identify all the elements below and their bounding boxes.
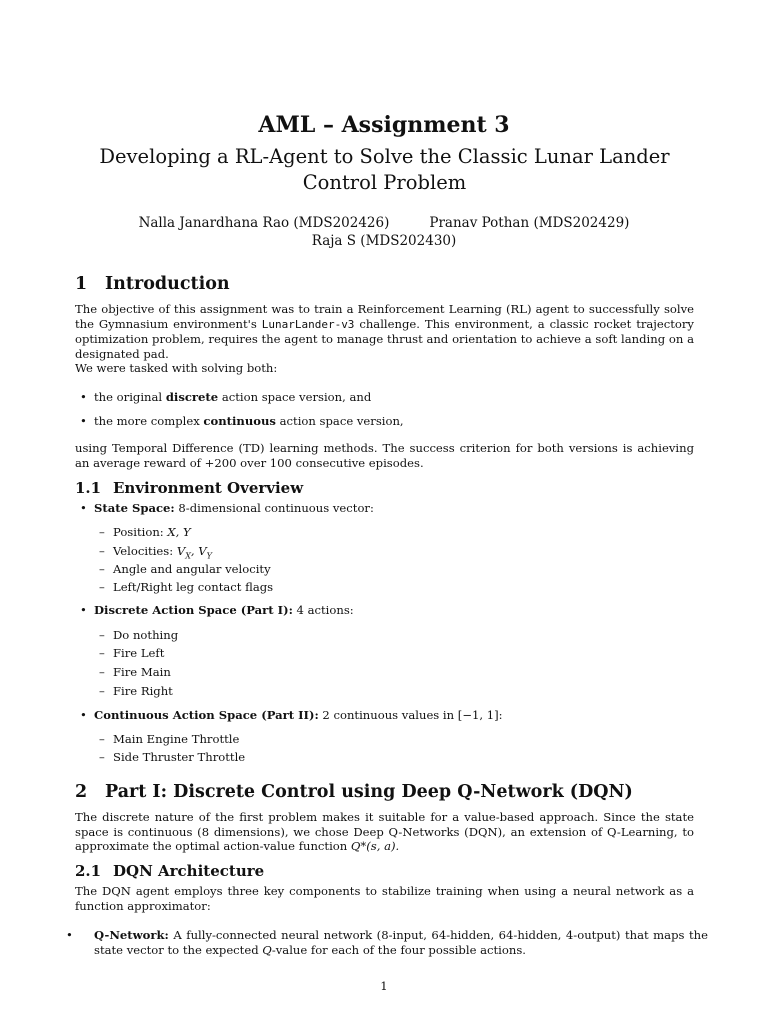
section-2-heading: 2 Part I: Discrete Control using Deep Q-Network (DQN) — [75, 782, 633, 802]
state-item-velocities: – Velocities: $V_X$, $V_Y$ — [99, 544, 212, 561]
bullet-icon: • — [80, 414, 87, 428]
throttle-item: – Main Engine Throttle — [99, 732, 240, 746]
author-1: Nalla Janardhana Rao (MDS202426) — [138, 215, 390, 231]
section-title: Introduction — [105, 274, 230, 294]
action-item: – Fire Main — [99, 665, 171, 679]
bullet-discrete: • the original discrete action space version, and — [80, 390, 372, 404]
intro-paragraph-1: The objective of this assignment was to train a Reinforcement Learning (RL) agent to successfully solve the Gymnasium environment's LunarLander-v3 challenge. This environment, a classic rocket trajectory optimization problem, requires the agent to manage thrust and orientation to achieve a soft landing on a designated pad. — [75, 302, 694, 361]
state-item-legs: – Left/Right leg contact flags — [99, 580, 274, 594]
section-number: 1 — [75, 274, 88, 294]
intro-paragraph-2: We were tasked with solving both: — [75, 361, 278, 375]
bullet-icon: • — [80, 390, 87, 404]
bullet-icon: • — [80, 708, 87, 722]
throttle-item: – Side Thruster Throttle — [99, 750, 246, 764]
bullet-continuous-action: • Continuous Action Space (Part II): 2 continuous values in [−1, 1]: — [80, 708, 503, 722]
dqn-architecture-paragraph: The DQN agent employs three key components to stabilize training when using a neural network as a function approximator: — [75, 884, 694, 913]
bullet-icon: • — [66, 928, 73, 942]
section-2-1-heading: 2.1 DQN Architecture — [75, 862, 265, 880]
author-3: Raja S (MDS202430) — [311, 233, 457, 249]
paper-subtitle: Developing a RL-Agent to Solve the Classic Lunar Lander Control Problem — [99, 145, 670, 194]
author-2: Pranav Pothan (MDS202429) — [429, 215, 630, 231]
authors — [0, 214, 768, 250]
bullet-icon: • — [80, 603, 87, 617]
page-number: 1 — [380, 979, 388, 993]
state-item-angle: – Angle and angular velocity — [99, 562, 271, 576]
action-item: – Fire Left — [99, 646, 165, 660]
action-item: – Fire Right — [99, 684, 173, 698]
bullet-state-space: • State Space: 8-dimensional continuous vector: — [80, 501, 374, 515]
q-function-math: Q*(s, a). — [350, 839, 400, 854]
action-item: – Do nothing — [99, 628, 179, 642]
paper-title: AML – Assignment 3 — [258, 112, 510, 138]
bullet-discrete-action: • Discrete Action Space (Part I): 4 actions: — [80, 603, 354, 617]
bullet-q-network: • Q-Network: A fully-connected neural network (8-input, 64-hidden, 64-hidden, 4-output) that maps the state vector to the expected Q-value for each of the four possible actions. — [66, 928, 708, 957]
section-1-heading — [75, 273, 230, 295]
code-env-name: LunarLander-v3 — [261, 317, 355, 331]
bullet-continuous: • the more complex continuous action space version, — [80, 414, 404, 428]
intro-paragraph-3: using Temporal Difference (TD) learning methods. The success criterion for both versions is achieving an average reward of +200 over 100 consecutive episodes. — [75, 441, 694, 470]
section-1-1-heading: 1.1 Environment Overview — [75, 479, 304, 497]
bullet-icon: • — [80, 501, 87, 515]
state-item-position: – Position: X, Y — [99, 525, 191, 539]
dqn-paragraph: The discrete nature of the first problem makes it suitable for a value-based approach. Since the state space is continuous (8 dimensions), we chose Deep Q-Networks (DQN), an extension of Q-Learning, to approximate the optimal action-value function Q*(s, a). — [75, 810, 694, 854]
